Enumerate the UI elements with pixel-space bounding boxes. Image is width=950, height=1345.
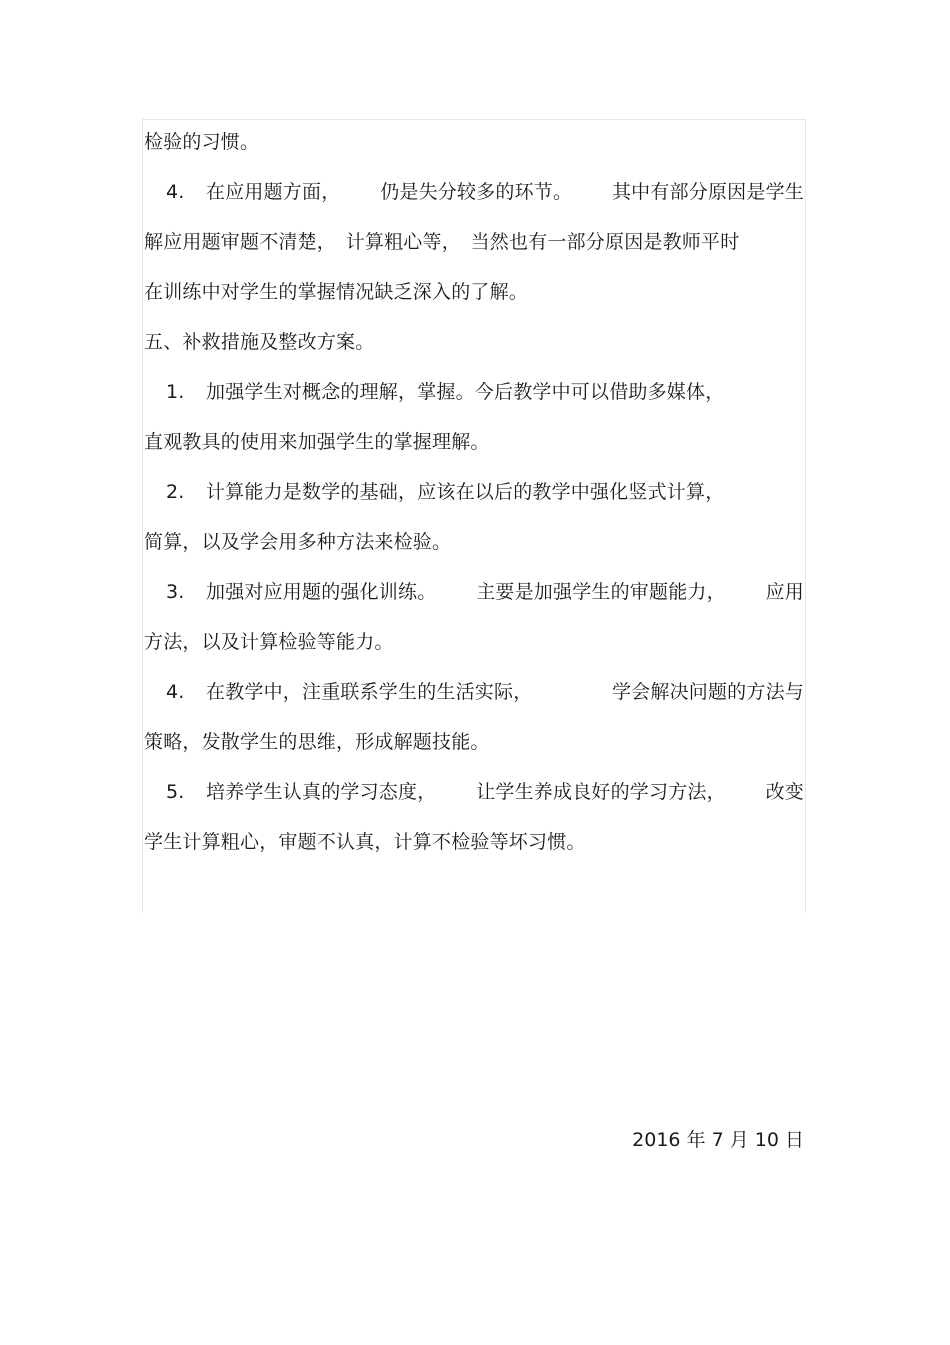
item-number: 1. [166,381,185,403]
item-number-with-text [144,580,436,604]
list-item [144,780,804,804]
item-text: 学会解决问题的方法与 [611,681,804,703]
item-text: 仍是失分较多的环节。 [380,181,573,203]
item-text: 加强对应用题的强化训练。 [206,581,437,603]
item-text: 改变 [765,781,804,803]
item-number: 4. [166,681,185,703]
item-number: 2. [166,481,185,503]
document-date: 2016 年 7 月 10 日 [632,1129,804,1151]
list-item [144,680,804,704]
list-item [144,480,724,504]
item-number-with-text [144,780,436,804]
text-line: 简算，以及学会用多种方法来检验。 [144,531,452,553]
text-line: 检验的习惯。 [144,131,260,153]
text-line: 学生计算粗心，审题不认真，计算不检验等坏习惯。 [144,831,586,853]
item-text: 应用 [765,581,804,603]
text-line: 策略，发散学生的思维，形成解题技能。 [144,731,490,753]
item-number: 4. [166,181,185,203]
item-number-with-text [144,180,340,204]
item-text: 培养学生认真的学习态度， [206,781,437,803]
item-text: 其中有部分原因是学生 [611,181,804,203]
text-line: 在训练中对学生的掌握情况缺乏深入的了解。 [144,281,529,303]
list-item [144,380,724,404]
item-text: 在应用题方面， [206,181,341,203]
text-line: 直观教具的使用来加强学生的掌握理解。 [144,431,490,453]
item-number-with-text [144,680,532,704]
list-item [144,180,804,204]
section-heading: 五、补救措施及整改方案。 [144,331,375,353]
item-number: 3. [166,581,185,603]
item-text: 计算能力是数学的基础，应该在以后的教学中强化竖式计算， [206,481,725,503]
item-text: 加强学生对概念的理解，掌握。今后教学中可以借助多媒体， [206,381,725,403]
item-number: 5. [166,781,185,803]
item-text: 主要是加强学生的审题能力， [476,581,726,603]
text-line: 方法，以及计算检验等能力。 [144,631,394,653]
list-item [144,580,804,604]
text-line: 解应用题审题不清楚， 计算粗心等， 当然也有一部分原因是教师平时 [144,231,740,253]
item-text: 让学生养成良好的学习方法， [476,781,726,803]
item-text: 在教学中，注重联系学生的生活实际， [206,681,533,703]
